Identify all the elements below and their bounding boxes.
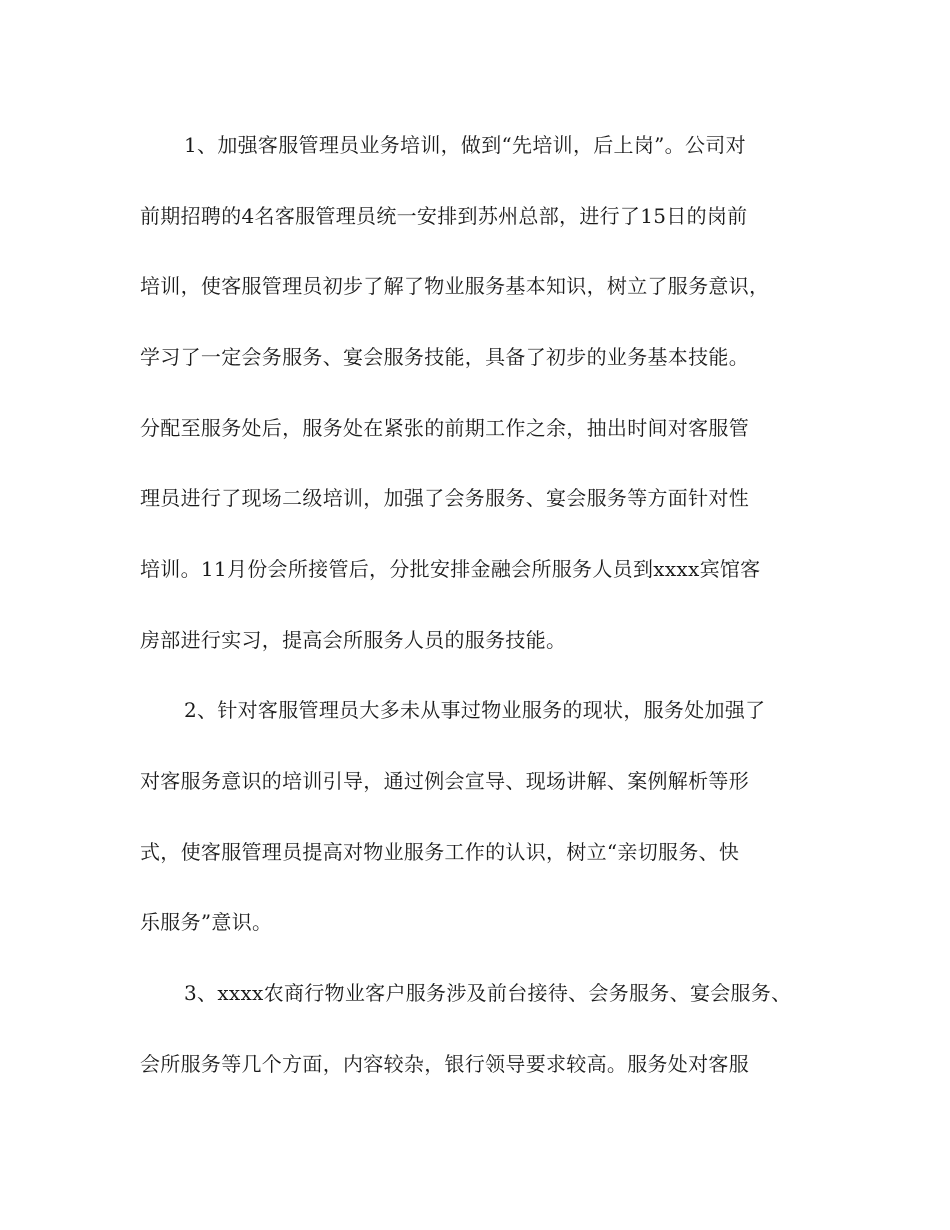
paragraph-1-line-4: 学习了一定会务服务、宴会服务技能，具备了初步的业务基本技能。 bbox=[140, 345, 749, 369]
paragraph-1-line-3: 培训，使客服管理员初步了解了物业服务基本知识，树立了服务意识， bbox=[140, 274, 770, 298]
paragraph-2-line-1: 2、针对客服管理员大多未从事过物业服务的现状，服务处加强了 bbox=[184, 698, 766, 722]
paragraph-1-line-6: 理员进行了现场二级培训，加强了会务服务、宴会服务等方面针对性 bbox=[140, 486, 749, 510]
paragraph-1-line-7: 培训。11月份会所接管后，分批安排金融会所服务人员到xxxx宾馆客 bbox=[140, 557, 761, 581]
paragraph-1-line-8: 房部进行实习，提高会所服务人员的服务技能。 bbox=[140, 628, 567, 652]
paragraph-2-line-4: 乐服务”意识。 bbox=[140, 910, 273, 934]
paragraph-2-line-3: 式，使客服管理员提高对物业服务工作的认识，树立“亲切服务、快 bbox=[140, 840, 740, 864]
paragraph-2-line-2: 对客服务意识的培训引导，通过例会宣导、现场讲解、案例解析等形 bbox=[140, 769, 749, 793]
paragraph-1-line-2: 前期招聘的4名客服管理员统一安排到苏州总部，进行了15日的岗前 bbox=[140, 204, 748, 228]
paragraph-3-line-1: 3、xxxx农商行物业客户服务涉及前台接待、会务服务、宴会服务、 bbox=[184, 981, 792, 1005]
paragraph-3-line-2: 会所服务等几个方面，内容较杂，银行领导要求较高。服务处对客服 bbox=[140, 1052, 749, 1076]
paragraph-1-line-5: 分配至服务处后，服务处在紧张的前期工作之余，抽出时间对客服管 bbox=[140, 416, 749, 440]
paragraph-1-line-1: 1、加强客服管理员业务培训，做到“先培训，后上岗”。公司对 bbox=[184, 133, 746, 157]
